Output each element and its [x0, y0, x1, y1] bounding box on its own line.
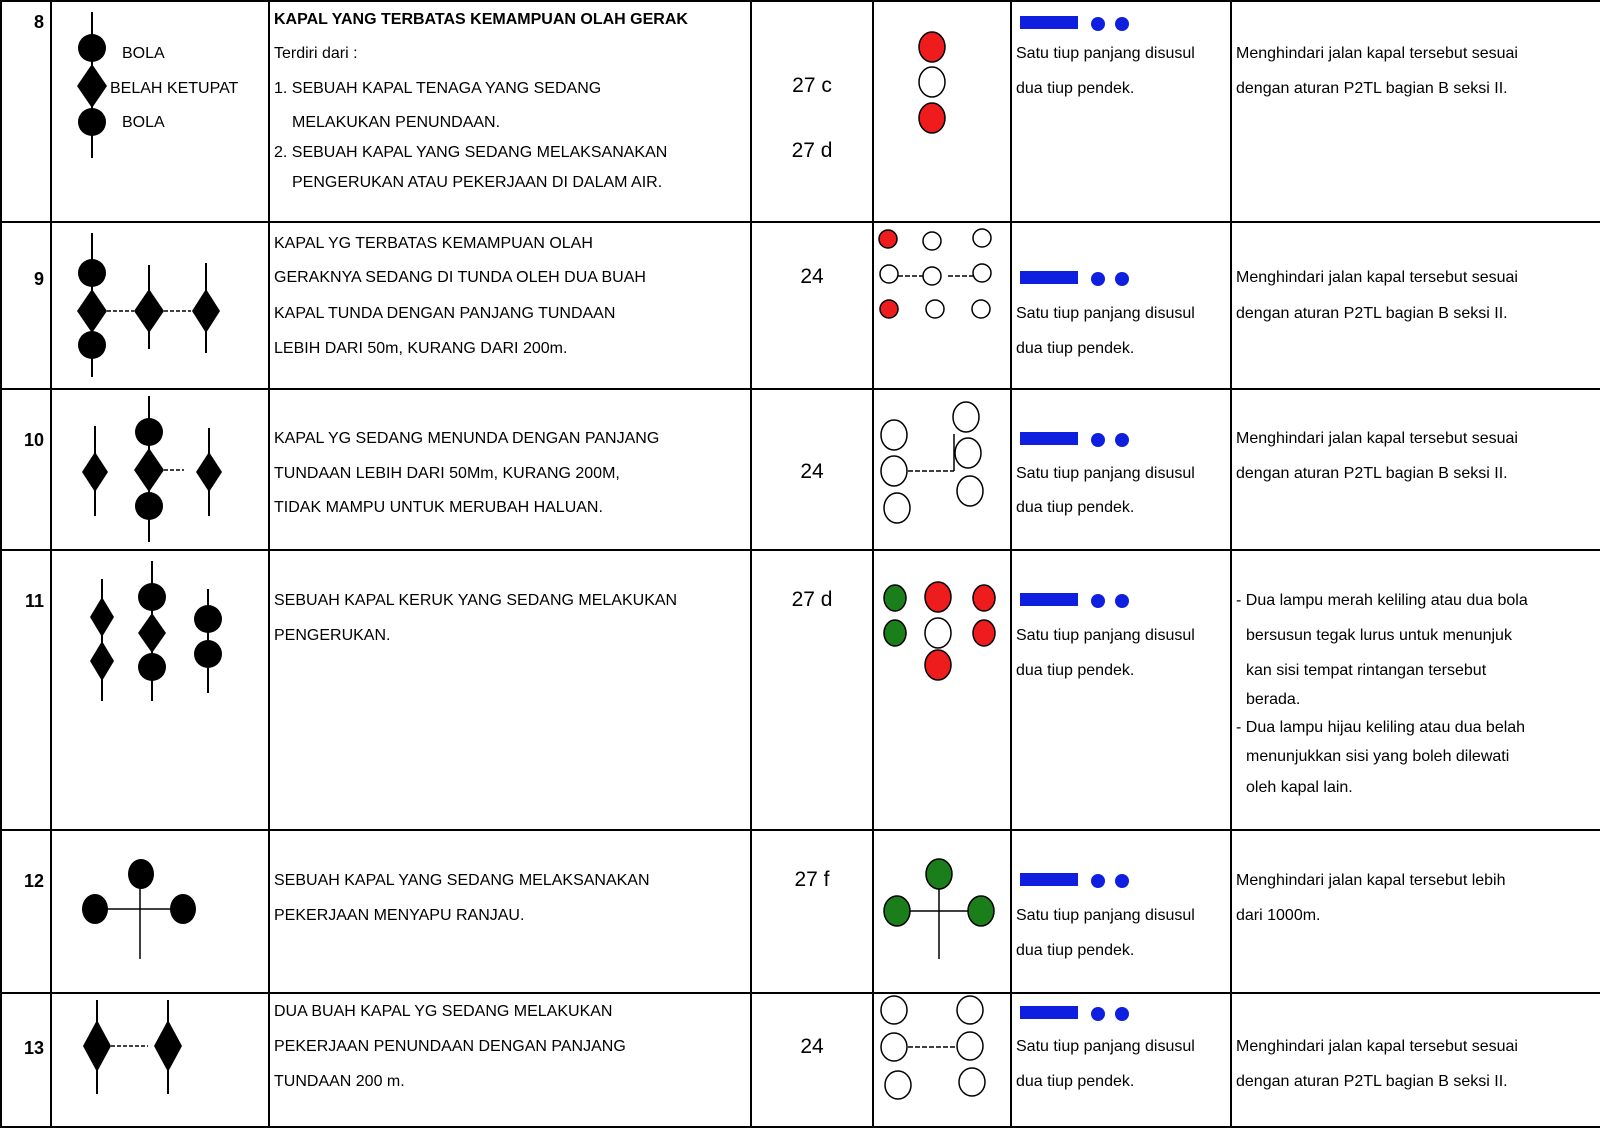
signal-mark	[925, 650, 951, 680]
action: Menghindari jalan kapal tersebut sesuai dengan aturan P2TL bagian B seksi II.	[1231, 1, 1600, 222]
day-shapes	[51, 550, 269, 830]
signal-mark	[968, 896, 994, 926]
ball-shape	[78, 108, 106, 136]
diamond-shape	[90, 641, 114, 681]
action: Menghindari jalan kapal tersebut sesuai dengan aturan P2TL bagian B seksi II.	[1231, 389, 1600, 550]
sound-symbol	[1012, 831, 1232, 901]
shapes-diagram	[52, 2, 270, 221]
signal-mark	[973, 229, 991, 247]
sound-signal: Satu tiup panjang disusul dua tiup pendek.	[1011, 550, 1231, 830]
night-lights	[873, 550, 1011, 830]
lights-diagram	[874, 2, 1012, 221]
long-blast-icon	[1020, 432, 1078, 445]
signal-mark	[973, 585, 995, 611]
signal-mark	[1091, 1007, 1105, 1021]
signal-mark	[925, 618, 951, 648]
signal-mark	[1115, 433, 1129, 447]
lights-diagram	[874, 551, 1012, 829]
signal-mark	[925, 582, 951, 612]
shapes-diagram	[52, 551, 270, 829]
night-lights	[873, 1, 1011, 222]
diamond-shape	[134, 448, 164, 492]
diamond-shape	[192, 289, 220, 333]
signal-mark	[881, 420, 907, 450]
signal-mark	[884, 896, 910, 926]
day-shapes	[51, 222, 269, 389]
rule-reference: 27 d	[751, 550, 873, 830]
diamond-shape	[154, 1020, 182, 1072]
shapes-diagram	[52, 994, 270, 1126]
description: SEBUAH KAPAL YANG SEDANG MELAKSANAKAN PEKERJAAN MENYAPU RANJAU.	[269, 830, 751, 993]
sound-symbol	[1012, 223, 1232, 293]
sound-signal: Satu tiup panjang disusul dua tiup pendek.	[1011, 222, 1231, 389]
diamond-shape	[134, 289, 164, 333]
sound-symbol	[1012, 994, 1232, 1034]
sound-symbol	[1012, 390, 1232, 460]
table-row	[1, 222, 1600, 389]
signal-mark	[194, 640, 222, 668]
signal-mark	[879, 230, 897, 248]
signal-mark	[881, 456, 907, 486]
signal-mark	[972, 300, 990, 318]
signal-mark	[135, 492, 163, 520]
signal-mark	[957, 1032, 983, 1060]
desc-title: KAPAL YANG TERBATAS KEMAMPUAN OLAH GERAK	[274, 11, 688, 28]
signal-mark	[973, 620, 995, 646]
signal-mark	[923, 267, 941, 285]
sound-symbol	[1012, 2, 1232, 42]
signal-mark	[973, 264, 991, 282]
signal-mark	[128, 859, 154, 889]
day-shapes	[51, 993, 269, 1127]
sound-signal: Satu tiup panjang disusul dua tiup pendek.	[1011, 993, 1231, 1127]
rule-reference: 24	[751, 222, 873, 389]
ball-shape	[78, 34, 106, 62]
signal-mark	[1115, 1007, 1129, 1021]
sound-signal: Satu tiup panjang disusul dua tiup pendek.	[1011, 389, 1231, 550]
table-row	[1, 550, 1600, 830]
row-number: 12	[1, 830, 51, 993]
signal-mark	[1115, 594, 1129, 608]
signal-mark	[1091, 272, 1105, 286]
table-row	[1, 1, 1600, 222]
sound-signal: Satu tiup panjang disusul dua tiup pendek.	[1011, 1, 1231, 222]
diamond-shape	[196, 452, 222, 492]
shapes-diagram	[52, 831, 270, 992]
description: KAPAL YG TERBATAS KEMAMPUAN OLAH GERAKNYA SEDANG DI TUNDA OLEH DUA BUAH KAPAL TUNDA DENGAN PANJANG TUNDAAN LEBIH DARI 50m, KURANG DARI 200m.	[269, 222, 751, 389]
row-number: 11	[1, 550, 51, 830]
signal-mark	[880, 265, 898, 283]
signal-mark	[78, 259, 106, 287]
signal-mark	[82, 894, 108, 924]
diamond-shape	[77, 64, 107, 108]
long-blast-icon	[1020, 1006, 1078, 1019]
shapes-diagram	[52, 223, 270, 388]
night-lights	[873, 222, 1011, 389]
signal-mark	[1091, 594, 1105, 608]
signal-mark	[1115, 874, 1129, 888]
shape-label: BOLA	[122, 45, 165, 62]
signal-mark	[884, 585, 906, 611]
signal-mark	[170, 894, 196, 924]
diamond-shape	[82, 452, 108, 492]
diamond-shape	[83, 1020, 111, 1072]
day-shapes	[51, 1, 269, 222]
signal-mark	[194, 605, 222, 633]
lights-diagram	[874, 390, 1012, 549]
rule-reference: 24	[751, 389, 873, 550]
signal-mark	[881, 1033, 907, 1061]
signal-mark	[884, 620, 906, 646]
action: Menghindari jalan kapal tersebut sesuai dengan aturan P2TL bagian B seksi II.	[1231, 222, 1600, 389]
shape-label: BOLA	[122, 114, 165, 131]
short-blast-icon	[1115, 17, 1129, 31]
signal-mark	[135, 418, 163, 446]
lights-diagram	[874, 831, 1012, 992]
signal-mark	[1115, 272, 1129, 286]
table-row	[1, 389, 1600, 550]
signal-mark	[957, 996, 983, 1024]
long-blast-icon	[1020, 593, 1078, 606]
description: KAPAL YG SEDANG MENUNDA DENGAN PANJANG TUNDAAN LEBIH DARI 50Mm, KURANG 200M, TIDAK MAMPU UNTUK MERUBAH HALUAN.	[269, 389, 751, 550]
signal-mark	[880, 300, 898, 318]
sound-signal: Satu tiup panjang disusul dua tiup pendek.	[1011, 830, 1231, 993]
night-lights	[873, 389, 1011, 550]
action: - Dua lampu merah keliling atau dua bola bersusun tegak lurus untuk menunjuk kan sisi tempat rintangan tersebut berada. - Dua lampu hijau keliling atau dua belah menunjukkan sisi yang boleh dilewati oleh kapal lain.	[1231, 550, 1600, 830]
signal-mark	[78, 331, 106, 359]
signal-mark	[926, 859, 952, 889]
shape-label: BELAH KETUPAT	[110, 80, 239, 97]
action: Menghindari jalan kapal tersebut lebih dari 1000m.	[1231, 830, 1600, 993]
red-light	[919, 103, 945, 133]
row-number: 10	[1, 389, 51, 550]
day-shapes	[51, 389, 269, 550]
diamond-shape	[138, 613, 166, 653]
row-number: 9	[1, 222, 51, 389]
signal-mark	[955, 438, 981, 468]
long-blast-icon	[1020, 873, 1078, 886]
rule-reference: 24	[751, 993, 873, 1127]
action: Menghindari jalan kapal tersebut sesuai dengan aturan P2TL bagian B seksi II.	[1231, 993, 1600, 1127]
lights-diagram	[874, 994, 1012, 1126]
signal-mark	[1091, 433, 1105, 447]
long-blast-icon	[1020, 16, 1078, 29]
shapes-diagram	[52, 390, 270, 549]
signal-mark	[138, 583, 166, 611]
signal-mark	[1091, 874, 1105, 888]
lights-diagram	[874, 223, 1012, 388]
signal-mark	[884, 493, 910, 523]
description: SEBUAH KAPAL KERUK YANG SEDANG MELAKUKAN PENGERUKAN.	[269, 550, 751, 830]
rule-reference: 27 f	[751, 830, 873, 993]
table-row	[1, 830, 1600, 993]
diamond-shape	[77, 289, 107, 333]
signal-mark	[138, 653, 166, 681]
night-lights	[873, 830, 1011, 993]
signal-mark	[953, 402, 979, 432]
signal-mark	[881, 996, 907, 1024]
signal-mark	[959, 1068, 985, 1096]
night-lights	[873, 993, 1011, 1127]
rule-reference: 27 c 27 d	[751, 1, 873, 222]
diamond-shape	[90, 597, 114, 637]
long-blast-icon	[1020, 271, 1078, 284]
description: DUA BUAH KAPAL YG SEDANG MELAKUKAN PEKERJAAN PENUNDAAN DENGAN PANJANG TUNDAAN 200 m.	[269, 993, 751, 1127]
signal-mark	[923, 232, 941, 250]
signal-mark	[885, 1071, 911, 1099]
row-number: 8	[1, 1, 51, 222]
signal-mark	[926, 300, 944, 318]
day-shapes	[51, 830, 269, 993]
row-number: 13	[1, 993, 51, 1127]
sound-symbol	[1012, 551, 1232, 621]
table-row	[1, 993, 1600, 1127]
description: KAPAL YANG TERBATAS KEMAMPUAN OLAH GERAK Terdiri dari : 1. SEBUAH KAPAL TENAGA YANG SEDANG MELAKUKAN PENUNDAAN. 2. SEBUAH KAPAL YANG SEDANG MELAKSANAKAN PENGERUKAN ATAU PEKERJAAN DI DALAM AIR.	[269, 1, 751, 222]
red-light	[919, 32, 945, 62]
short-blast-icon	[1091, 17, 1105, 31]
white-light	[919, 67, 945, 97]
signal-mark	[957, 476, 983, 506]
